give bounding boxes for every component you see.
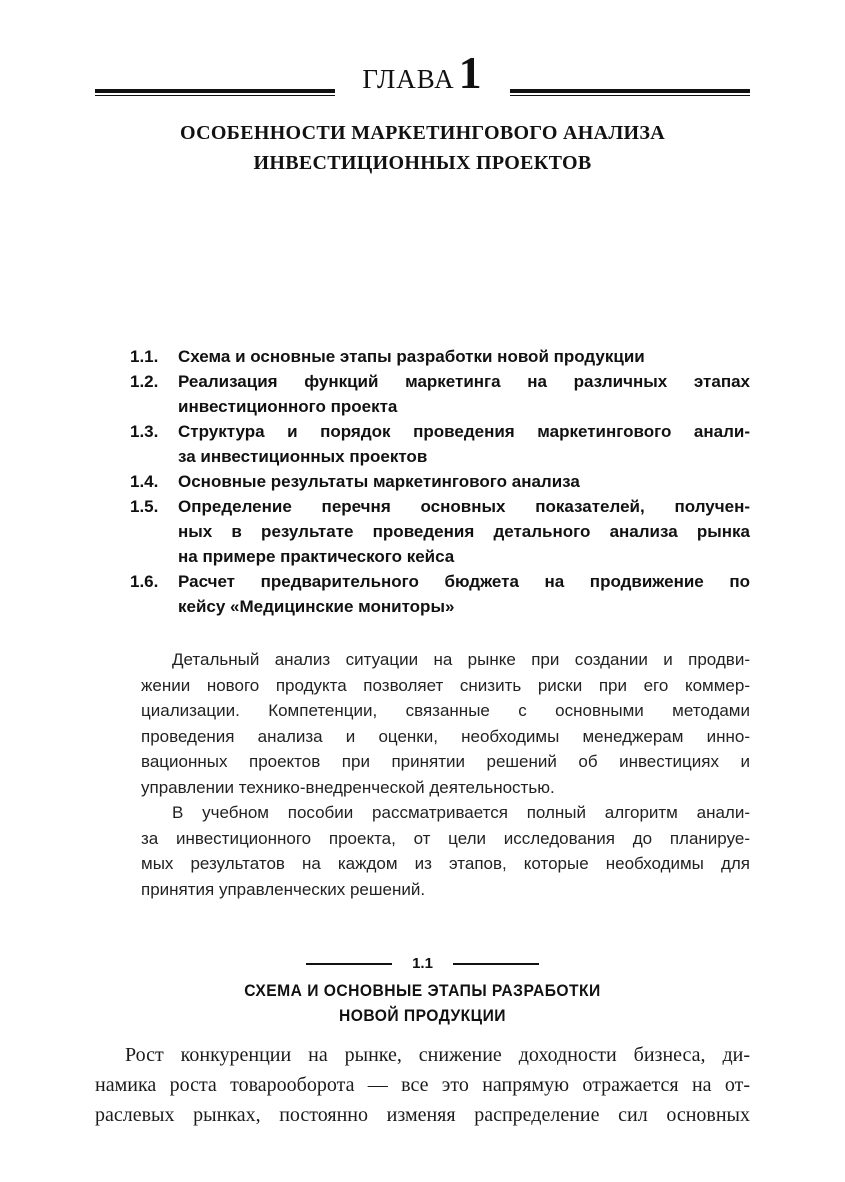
section-rule-left <box>306 963 392 965</box>
toc-text <box>178 344 750 369</box>
section-rule-right <box>453 963 539 965</box>
toc-line: на примере практического кейса <box>178 547 455 566</box>
paragraph-line: циализации. Компетенции, связанные с основными методами <box>141 701 750 720</box>
chapter-header <box>95 47 750 102</box>
body-line: раслевых рынках, постоянно изменяя распределение сил основных <box>95 1104 750 1126</box>
section-title-line: НОВОЙ ПРОДУКЦИИ <box>339 1006 506 1025</box>
toc-item-1-2 <box>130 369 750 419</box>
toc-number: 1.1. <box>130 347 159 366</box>
chapter-rule-right <box>510 89 750 96</box>
toc-text <box>178 369 750 419</box>
paragraph-line: В учебном пособии рассматривается полный алгоритм анали- <box>172 803 750 822</box>
chapter-label <box>362 47 483 98</box>
paragraph-line: мых результатов на каждом из этапов, которые необходимы для <box>141 854 750 873</box>
toc-item-1-1 <box>130 344 750 369</box>
chapter-title <box>95 118 750 178</box>
toc-item-1-4 <box>130 469 750 494</box>
toc-text <box>178 569 750 619</box>
toc-number: 1.3. <box>130 422 159 441</box>
table-of-contents <box>130 344 750 619</box>
chapter-number: 1 <box>458 47 483 98</box>
toc-text <box>178 419 750 469</box>
toc-number: 1.4. <box>130 472 159 491</box>
toc-number: 1.6. <box>130 572 159 591</box>
paragraph-line: проведения анализа и оценки, необходимы менеджерам инно- <box>141 726 750 746</box>
chapter-title-line: ИНВЕСТИЦИОННЫХ ПРОЕКТОВ <box>253 152 592 174</box>
toc-line: Расчет предварительного бюджета на продвижение по <box>178 572 750 591</box>
toc-text <box>178 469 750 494</box>
toc-line: Структура и порядок проведения маркетингового анали- <box>178 422 750 441</box>
toc-line: Схема и основные этапы разработки новой продукции <box>178 347 645 366</box>
body-line: намика роста товарооборота — все это напрямую отражается на от- <box>95 1074 750 1096</box>
toc-number: 1.2. <box>130 372 159 391</box>
chapter-rule-left <box>95 89 335 96</box>
paragraph-line: управлении технико-внедренческой деятельностью. <box>141 777 555 797</box>
section-title-line: СХЕМА И ОСНОВНЫЕ ЭТАПЫ РАЗРАБОТКИ <box>244 981 601 1000</box>
toc-line: ных в результате проведения детального анализа рынка <box>178 522 750 541</box>
chapter-title-line: ОСОБЕННОСТИ МАРКЕТИНГОВОГО АНАЛИЗА <box>179 122 665 144</box>
paragraph-line: вационных проектов при принятии решений об инвестициях и <box>141 752 750 771</box>
toc-line: инвестиционного проекта <box>178 397 398 416</box>
paragraph-line: принятия управленческих решений. <box>141 879 426 899</box>
section-number-row <box>95 952 750 974</box>
section-title <box>121 978 724 1028</box>
toc-text <box>178 494 750 569</box>
body-line: Рост конкуренции на рынке, снижение доходности бизнеса, ди- <box>125 1044 750 1066</box>
paragraph-line: жении нового продукта позволяет снизить риски при его коммер- <box>141 675 750 695</box>
toc-line: Реализация функций маркетинга на различных этапах <box>178 372 750 391</box>
paragraph-line: Детальный анализ ситуации на рынке при создании и продви- <box>172 650 750 669</box>
toc-line: Определение перечня основных показателей, получен- <box>178 497 750 516</box>
toc-item-1-3 <box>130 419 750 469</box>
intro-text <box>141 647 750 902</box>
toc-line: Основные результаты маркетингового анализа <box>178 472 580 491</box>
paragraph-line: за инвестиционного проекта, от цели исследования до планируе- <box>141 828 750 848</box>
body-text <box>95 1040 750 1130</box>
chapter-label-text: ГЛАВА <box>362 64 455 94</box>
toc-line: кейсу «Медицинские мониторы» <box>178 597 455 616</box>
section-heading <box>95 952 750 1028</box>
toc-item-1-6 <box>130 569 750 619</box>
toc-item-1-5 <box>130 494 750 569</box>
toc-line: за инвестиционных проектов <box>178 447 428 466</box>
toc-number: 1.5. <box>130 497 159 516</box>
section-number: 1.1 <box>412 954 433 972</box>
